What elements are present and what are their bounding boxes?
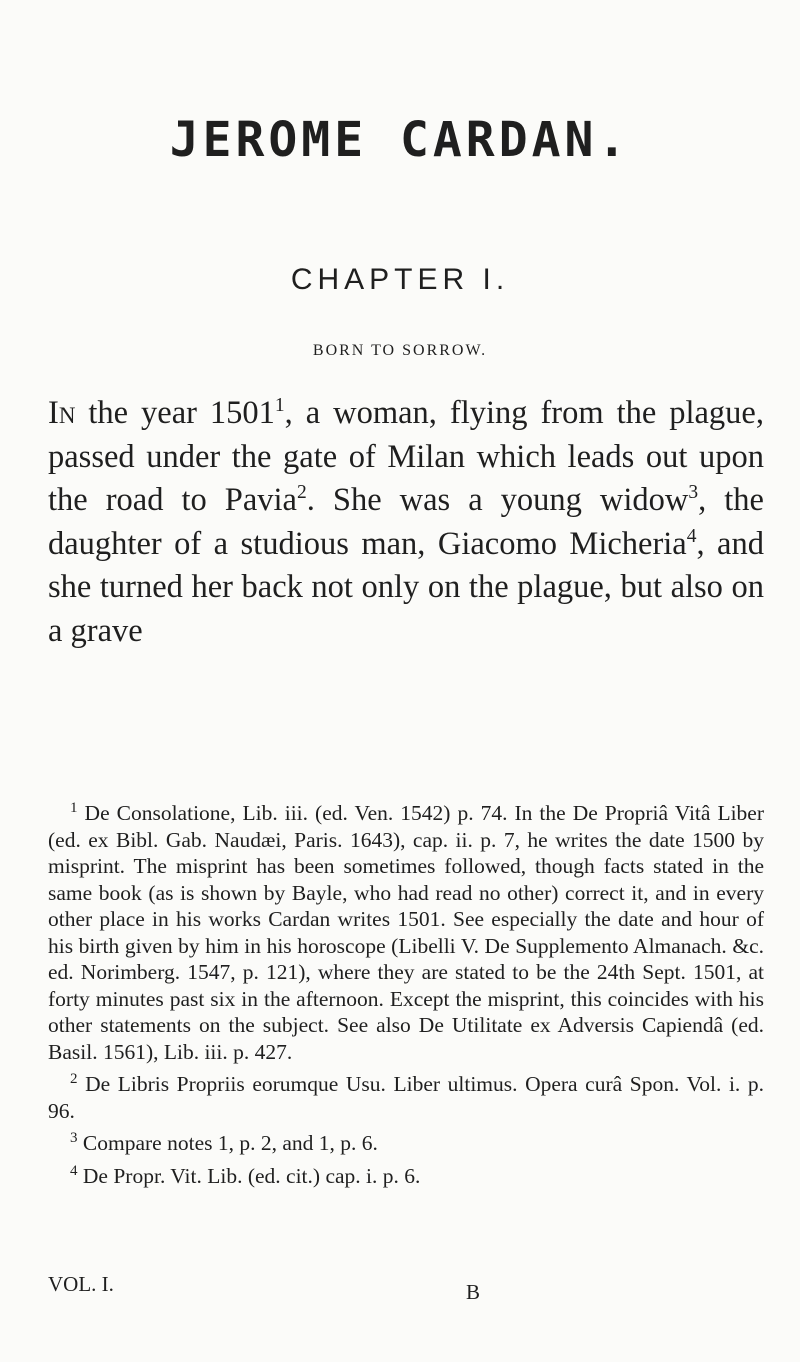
footnote-number: 4 — [70, 1162, 78, 1179]
footnote-ref: 4 — [686, 525, 697, 547]
footnotes — [48, 800, 764, 1195]
text-run: , the daughter of a studious man, Giacomo Micheria — [48, 482, 764, 562]
footnote-number: 3 — [70, 1129, 78, 1146]
footnote — [48, 1163, 764, 1190]
book-title: JEROME CARDAN. — [169, 112, 631, 168]
footnote-text: De Propr. Vit. Lib. (ed. cit.) cap. i. p. 6. — [82, 1163, 421, 1188]
chapter-subtitle: BORN TO SORROW. — [312, 342, 488, 359]
text-run: the year 1501 — [75, 395, 275, 431]
chapter-heading: CHAPTER I. — [290, 263, 510, 296]
page-footer — [48, 1272, 764, 1302]
text-run: . She was a young widow — [306, 482, 689, 518]
lead-word: In — [48, 395, 76, 431]
text-run: , a woman, flying from the plague, passed under the gate of Milan which leads out upon the road to Pavia — [48, 395, 764, 518]
footnote — [48, 1130, 764, 1157]
footnote-text: De Libris Propriis eorumque Usu. Liber ultimus. Opera curâ Spon. Vol. i. p. 96. — [48, 1072, 764, 1123]
footnote-ref: 2 — [296, 482, 307, 504]
body-paragraph — [48, 392, 764, 653]
footnote — [48, 800, 764, 1065]
footnote-number: 2 — [70, 1070, 78, 1087]
volume-label: VOL. I. — [48, 1272, 114, 1296]
footnote-text: Compare notes 1, p. 2, and 1, p. 6. — [82, 1131, 378, 1155]
signature-mark: B — [466, 1280, 481, 1304]
footnote-text: De Consolatione, Lib. iii. (ed. Ven. 1542) p. 74. In the De Propriâ Vitâ Liber (ed. ex Bibl. Gab. Naudæi, Paris. 1643), cap. ii. p. 7, he writes the date 1500 by misprint. The misprint has been sometimes followed, though facts stated in the same book (as is shown by Bayle, who had read no other) correct it, and in every other place in his works Cardan writes 1501. See especially the date and hour of his birth given by him in his horoscope (Libelli V. De Supplemento Almanach. &c. ed. Norimberg. 1547, p. 121), where they are stated to be the 24th Sept. 1501, at forty minutes past six in the afternoon. Except the misprint, this coincides with his other statements on the subject. See also De Utilitate ex Adversis Capiendâ (ed. Basil. 1561), Lib. iii. p. 427. — [48, 801, 764, 1064]
text-run: , and she turned her back not only on the plague, but also on a grave — [48, 525, 764, 649]
footnote-number: 1 — [70, 799, 78, 816]
footnote-ref: 3 — [688, 482, 699, 504]
footnote-ref: 1 — [274, 395, 285, 417]
footnote — [48, 1071, 764, 1124]
